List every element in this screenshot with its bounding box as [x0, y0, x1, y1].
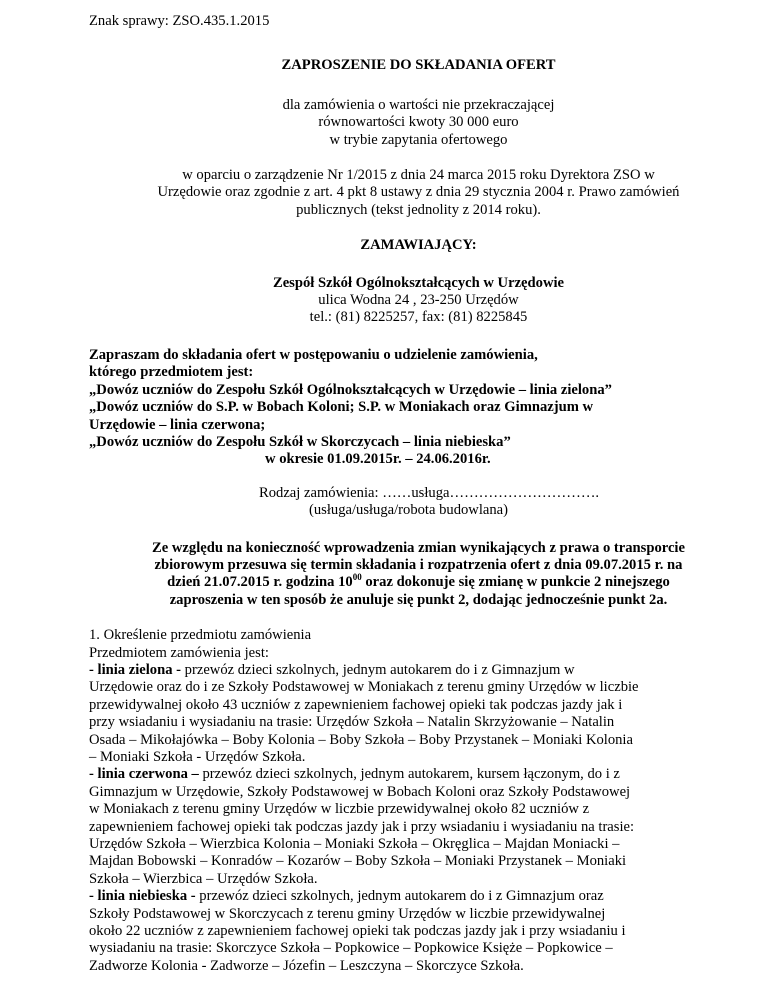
- intro-line: równowartości kwoty 30 000 euro: [318, 114, 519, 131]
- green-line-text: – Moniaki Szkoła - Urzędów Szkoła.: [89, 749, 306, 765]
- order-kind-options: (usługa/usługa/robota budowlana): [309, 502, 508, 519]
- green-line-label: - linia zielona -: [89, 661, 182, 678]
- basis-line: w oparciu o zarządzenie Nr 1/2015 z dnia 24 marca 2015 roku Dyrektora ZSO w: [182, 167, 655, 184]
- section-1: [89, 627, 748, 975]
- school-name: Zespół Szkół Ogólnokształcących w Urzędowie: [272, 274, 565, 291]
- red-line-text: przewóz dzieci szkolnych, jednym autokarem, kursem łączonym, do i z: [198, 766, 620, 783]
- order-kind: [89, 485, 748, 520]
- blue-line-text: Szkoły Podstawowej w Skorczycach z terenu gminy Urzędów w liczbie przewidywalnej: [89, 905, 606, 922]
- section-subject: Przedmiotem zamówienia jest:: [89, 644, 269, 661]
- deadline-notice: [89, 540, 748, 610]
- ordering-party-heading: ZAMAWIAJĄCY:: [360, 237, 477, 254]
- red-line-text: Szkoła – Wierzbica – Urzędów Szkoła.: [89, 870, 318, 887]
- green-line-paragraph: [89, 662, 748, 679]
- green-line-text: przewóz dzieci szkolnych, jednym autokarem do i z Gimnazjum w: [181, 661, 575, 678]
- notice-hour-superscript: 00: [352, 572, 362, 583]
- notice-date: dzień 21.07.2015 r. godzina 10: [167, 574, 353, 591]
- blue-line-paragraph: [89, 888, 748, 905]
- red-line-text: Gimnazjum w Urzędowie, Szkoły Podstawowej w Bobach Koloni oraz Szkoły Podstawowej: [89, 783, 631, 800]
- case-reference: Znak sprawy: ZSO.435.1.2015: [89, 13, 270, 29]
- green-line-text: Urzędowie oraz do i ze Szkoły Podstawowej w Moniakach z terenu gminy Urzędów w liczbie: [89, 679, 639, 696]
- blue-line-text: Zadworze Kolonia - Zadworze – Józefin – Leszczyna – Skorczyce Szkoła.: [89, 957, 524, 974]
- notice-change: oraz dokonuje się zmianę w punkcie 2 ninejszego: [361, 574, 670, 591]
- red-line-text: Majdan Bobowski – Konradów – Kozarów – Boby Szkoła – Moniaki Przystanek – Moniaki: [89, 853, 627, 870]
- green-line-text: przewidywalnej około 43 uczniów z zapewnieniem fachowej opieki tak podczas jazdy jak i: [89, 696, 623, 713]
- invite-line: Zapraszam do składania ofert w postępowaniu o udzielenie zamówienia,: [89, 346, 538, 363]
- green-line-text: Osada – Mikołajówka – Boby Kolonia – Boby Szkoła – Boby Przystanek – Moniaki Kolonia: [89, 731, 633, 748]
- red-line-text: zapewnieniem fachowej opieki tak podczas jazdy jak i przy wsiadaniu i wysiadaniu na trasie:: [89, 818, 635, 835]
- blue-line-text: przewóz dzieci szkolnych, jednym autokarem do i z Gimnazjum oraz: [195, 888, 604, 905]
- invite-line: „Dowóz uczniów do Zespołu Szkół w Skorczycach – linia niebieska”: [89, 433, 511, 450]
- invite-line: „Dowóz uczniów do S.P. w Bobach Koloni; S.P. w Moniakach oraz Gimnazjum w: [89, 399, 594, 416]
- invitation-block: [89, 347, 748, 469]
- intro-line: dla zamówienia o wartości nie przekraczającej: [282, 96, 555, 113]
- red-line-label: - linia czerwona –: [89, 766, 199, 783]
- intro-block: [89, 97, 748, 149]
- notice-line: zbiorowym przesuwa się termin składania i rozpatrzenia ofert z dnia 09.07.2015 r. na: [154, 556, 683, 573]
- school-info: [89, 275, 748, 327]
- notice-line: [97, 574, 740, 591]
- red-line-text: Urzędów Szkoła – Wierzbica Kolonia – Moniaki Szkoła – Okręglica – Majdan Moniacki –: [89, 836, 620, 853]
- document-title: ZAPROSZENIE DO SKŁADANIA OFERT: [281, 57, 556, 74]
- school-contact: tel.: (81) 8225257, fax: (81) 8225845: [309, 309, 528, 326]
- red-line-text: w Moniakach z terenu gminy Urzędów w liczbie przewidywalnej około 82 uczniów z: [89, 801, 590, 818]
- order-kind-main: Rodzaj zamówienia: ……usługa………………………….: [259, 484, 600, 501]
- basis-line: Urzędowie oraz zgodnie z art. 4 pkt 8 ustawy z dnia 29 stycznia 2004 r. Prawo zamówień: [157, 184, 680, 201]
- invite-line: którego przedmiotem jest:: [89, 364, 254, 381]
- school-address: ulica Wodna 24 , 23-250 Urzędów: [318, 292, 519, 309]
- invite-period: w okresie 01.09.2015r. – 24.06.2016r.: [265, 451, 491, 468]
- blue-line-text: około 22 uczniów z zapewnieniem fachowej opieki tak podczas jazdy jak i przy wsiadaniu i: [89, 923, 626, 940]
- notice-line: Ze względu na konieczność wprowadzenia zmian wynikających z prawa o transporcie: [152, 539, 685, 556]
- section-heading: 1. Określenie przedmiotu zamówienia: [89, 627, 312, 644]
- basis-line: publicznych (tekst jednolity z 2014 roku).: [296, 201, 541, 218]
- red-line-paragraph: [89, 766, 748, 783]
- invite-line: Urzędowie – linia czerwona;: [89, 416, 266, 433]
- green-line-text: przy wsiadaniu i wysiadaniu na trasie: Urzędów Szkoła – Natalin Skrzyżowanie – Natalin: [89, 714, 615, 731]
- blue-line-text: wysiadaniu na trasie: Skorczyce Szkoła – Popkowice – Popkowice Księże – Popkowice –: [89, 940, 613, 957]
- intro-line: w trybie zapytania ofertowego: [329, 131, 508, 148]
- legal-basis: [89, 167, 748, 219]
- notice-line: zaproszenia w ten sposób że anuluje się punkt 2, dodając jednocześnie punkt 2a.: [169, 591, 668, 608]
- blue-line-label: - linia niebieska -: [89, 888, 196, 905]
- invite-line: „Dowóz uczniów do Zespołu Szkół Ogólnokształcących w Urzędowie – linia zielona”: [89, 381, 612, 398]
